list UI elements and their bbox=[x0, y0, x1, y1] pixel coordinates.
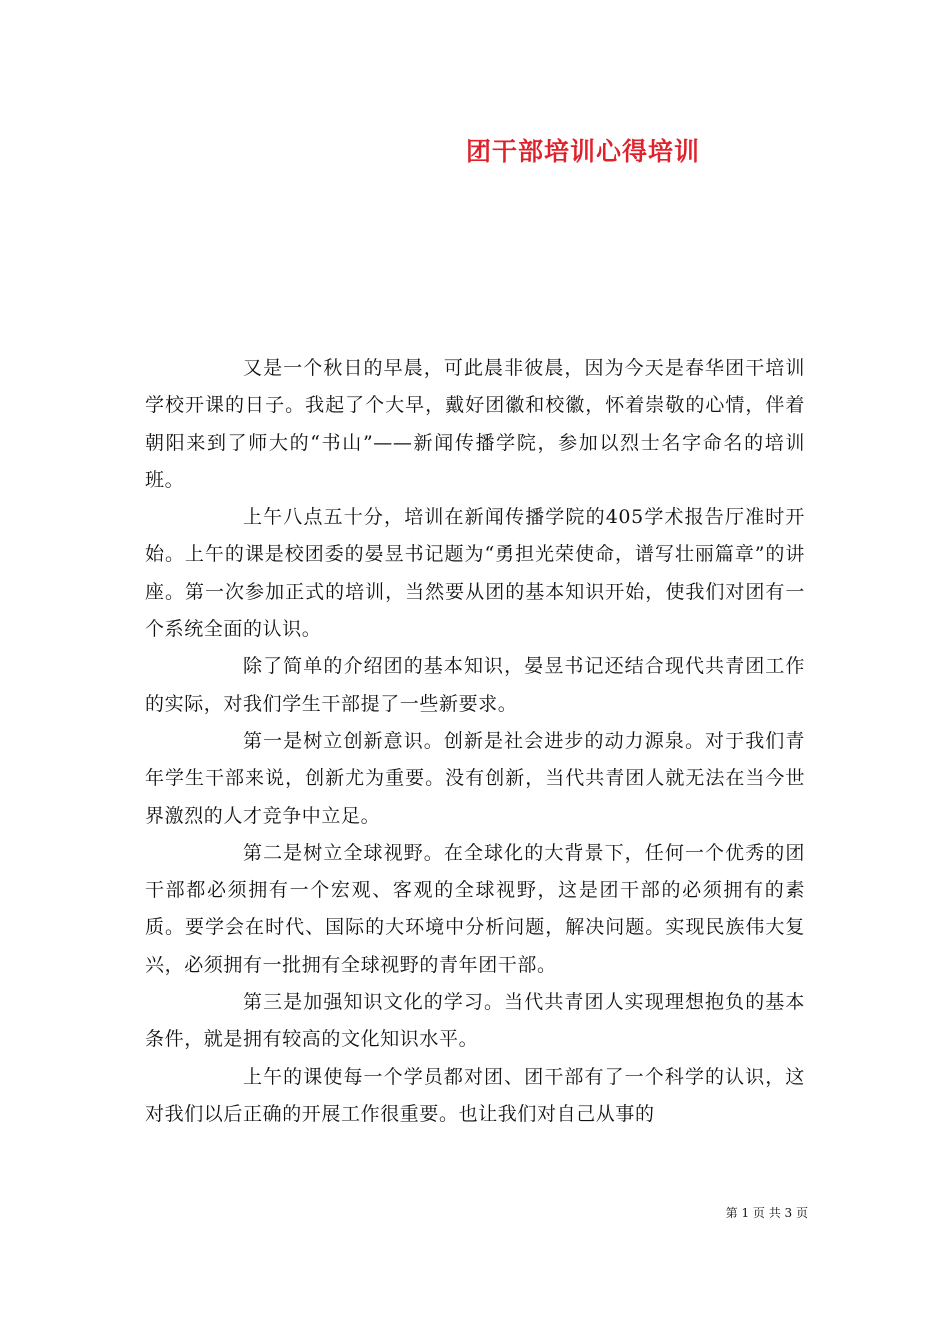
paragraph: 第三是加强知识文化的学习。当代共青团人实现理想抱负的基本条件，就是拥有较高的文化知识水平。 bbox=[145, 991, 805, 1051]
document-body bbox=[145, 350, 805, 1133]
paragraph: 第一是树立创新意识。创新是社会进步的动力源泉。对于我们青年学生干部来说，创新尤为重要。没有创新，当代共青团人就无法在当今世界激烈的人才竞争中立足。 bbox=[145, 729, 805, 827]
paragraph: 除了简单的介绍团的基本知识，晏昱书记还结合现代共青团工作的实际，对我们学生干部提了一些新要求。 bbox=[145, 655, 805, 715]
page-title: 团干部培训心得培训 bbox=[465, 137, 700, 166]
paragraph: 上午八点五十分，培训在新闻传播学院的405学术报告厅准时开始。上午的课是校团委的晏昱书记题为“勇担光荣使命，谱写壮丽篇章”的讲座。第一次参加正式的培训，当然要从团的基本知识开始，使我们对团有一个系统全面的认识。 bbox=[145, 506, 805, 641]
paragraph: 第二是树立全球视野。在全球化的大背景下，任何一个优秀的团干部都必须拥有一个宏观、客观的全球视野，这是团干部的必须拥有的素质。要学会在时代、国际的大环境中分析问题，解决问题。实现民族伟大复兴，必须拥有一批拥有全球视野的青年团干部。 bbox=[145, 841, 805, 976]
page-number-footer: 第 1 页 共 3 页 bbox=[725, 1206, 808, 1220]
paragraph: 上午的课使每一个学员都对团、团干部有了一个科学的认识，这对我们以后正确的开展工作很重要。也让我们对自己从事的 bbox=[145, 1065, 805, 1125]
paragraph: 又是一个秋日的早晨，可此晨非彼晨，因为今天是春华团干培训学校开课的日子。我起了个大早，戴好团徽和校徽，怀着崇敬的心情，伴着朝阳来到了师大的“书山”——新闻传播学院，参加以烈士名字命名的培训班。 bbox=[145, 357, 805, 491]
